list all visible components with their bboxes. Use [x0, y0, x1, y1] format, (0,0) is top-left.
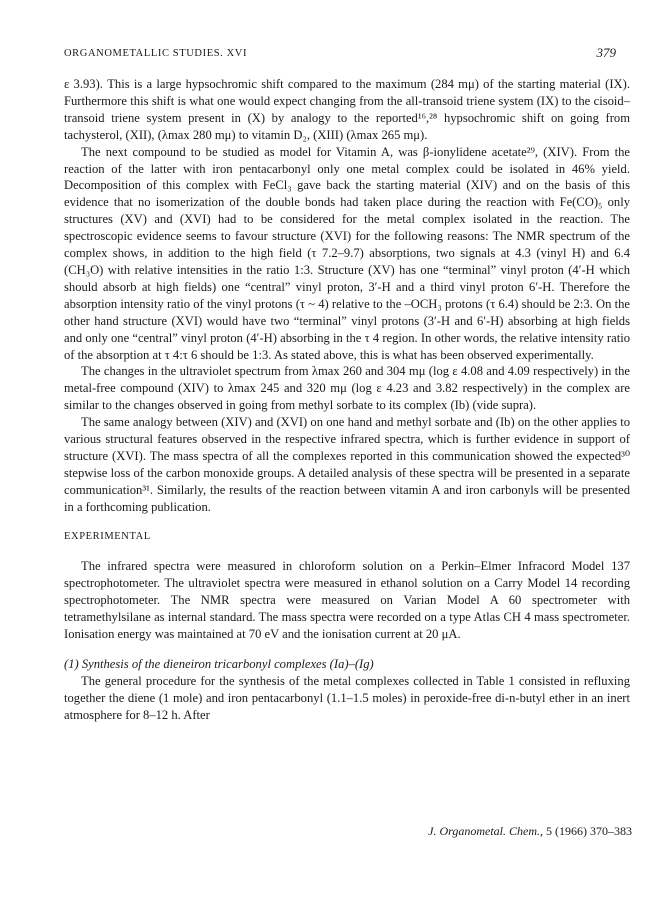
journal-footer — [428, 824, 632, 839]
paragraph-ionylidene: The next compound to be studied as model for Vitamin A, was β-ionylidene acetate²⁹, (XIV). From the reaction of the latter with iron pentacarbonyl only one metal complex could be isolated in 46% yield. Decomposition of this complex with FeCl₃ gave back the starting material (XIV) and on the basis of this evidence that no isomerization of the double bonds had taken place during the reaction with Fe(CO)₅ only structures (XV) and (XVI) had to be considered for the metal complex isolated in the reaction. The spectroscopic evidence seems to favour structure (XVI) for the following reasons: The NMR spectrum of the complex shows, in addition to the high field (τ 7.2–9.7) absorptions, two signals at 4.3 (vinyl H) and 6.4 (CH₃O) with relative intensities in the ratio 1:3. Structure (XV) has one “terminal” vinyl proton (4′-H which should absorb at high fields) one “central” vinyl proton, 3′-H and a third vinyl proton 6′-H. Therefore the absorption intensity ratio of the vinyl protons (τ ~ 4) relative to the –OCH₃ protons (τ 6.4) should be 2:3. On the other hand structure (XVI) would have two “terminal” vinyl protons (3′-H and 6′-H) absorbing at high fields and only one “central” vinyl proton (4′-H) absorbing in the τ 4 region. In other words, the relative intensity ratio of the absorption at τ 4:τ 6 should be 1:3. As stated above, this is what has been observed experimentally. — [64, 144, 630, 362]
paragraph-continued: ε 3.93). This is a large hypsochromic shift compared to the maximum (284 mμ) of the starting material (IX). Furthermore this shift is what one would expect changing from the all-transoid triene system (IX) to the cisoid–transoid triene system present in (X) by analogy to the reported¹⁶,²⁸ hypsochromic shift on going from tachysterol, (XII), (λmax 280 mμ) to vitamin D₂, (XIII) (λmax 265 mμ). — [64, 77, 630, 142]
paragraph-ultraviolet: The changes in the ultraviolet spectrum from λmax 260 and 304 mμ (log ε 4.08 and 4.09 respectively) in the metal-free compound (XIV) to λmax 245 and 320 mμ (log ε 4.23 and 3.82 respectively) in the complex are similar to the changes observed in going from methyl sorbate to its complex (Ib) (vide supra). — [64, 364, 630, 413]
journal-citation: 5 (1966) 370–383 — [546, 824, 632, 838]
body-text — [64, 76, 630, 724]
running-title: ORGANOMETALLIC STUDIES. XVI — [64, 48, 248, 59]
section-heading-experimental: EXPERIMENTAL — [64, 530, 151, 542]
page-number: 379 — [596, 45, 616, 60]
paragraph-analogy: The same analogy between (XIV) and (XVI) on one hand and methyl sorbate and (Ib) on the other applies to various structural features observed in the respective infrared spectra, which is further evidence in support of structure (XVI). The mass spectra of all the complexes reported in this communication showed the expected³⁰ stepwise loss of the carbon monoxide groups. A detailed analysis of these spectra will be presented in a separate communication³¹. Similarly, the results of the reaction between vitamin A and iron carbonyls will be presented in a forthcoming publication. — [64, 415, 630, 514]
paragraph-experimental: The infrared spectra were measured in chloroform solution on a Perkin–Elmer Infracord Model 137 spectrophotometer. The ultraviolet spectra were measured in ethanol solution on a Carry Model 14 recording spectrophotometer. The NMR spectra were measured on Varian Model A 60 spectrometer with tetramethylsilane as internal standard. The mass spectra were recorded on a type Atlas CH 4 mass spectrometer. Ionisation energy was maintained at 70 eV and the ionisation current at 20 μA. — [64, 559, 630, 642]
paragraph-synthesis: The general procedure for the synthesis of the metal complexes collected in Table 1 consisted in refluxing together the diene (1 mole) and iron pentacarbonyl (1.1–1.5 moles) in peroxide-free di-n-butyl ether in an inert atmosphere for 8–12 h. After — [64, 673, 630, 722]
subsection-heading-synthesis: (1) Synthesis of the dieneiron tricarbonyl complexes (Ia)–(Ig) — [64, 657, 374, 671]
journal-name: J. Organometal. Chem., — [428, 824, 543, 838]
